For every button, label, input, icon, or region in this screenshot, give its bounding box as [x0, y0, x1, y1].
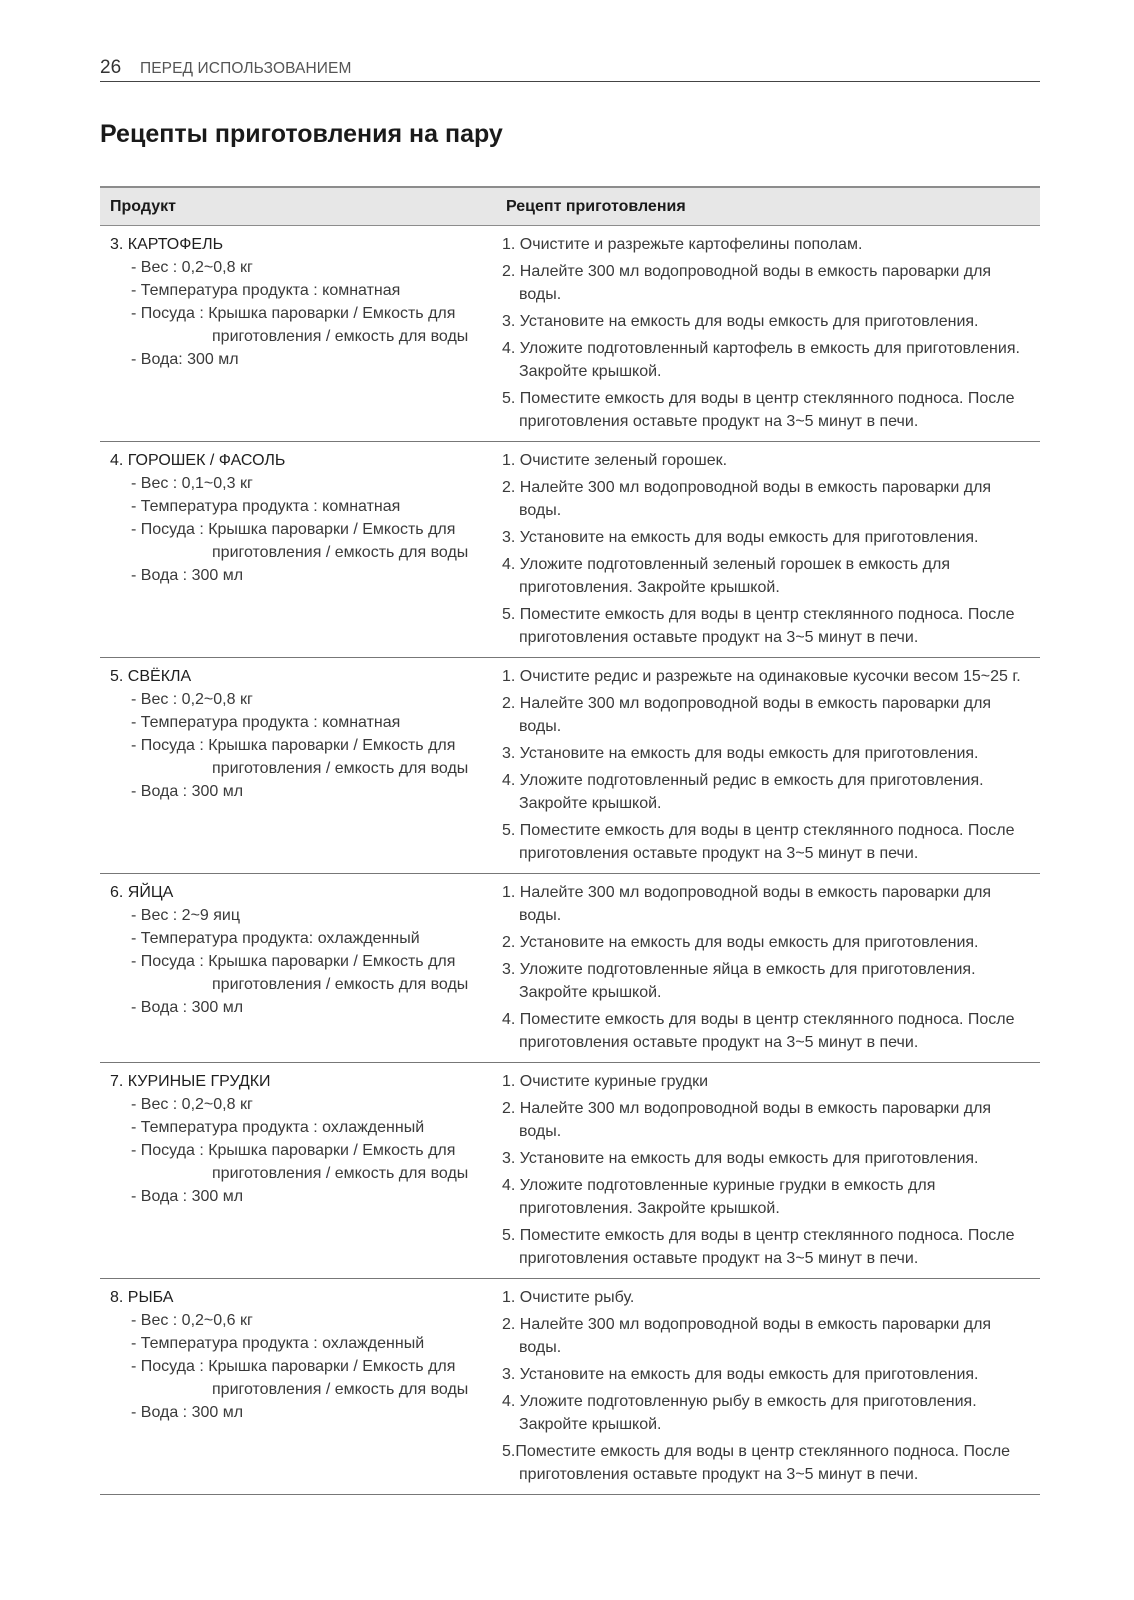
recipe-step: 2. Налейте 300 мл водопроводной воды в емкость пароварки для воды. [502, 1100, 992, 1140]
recipe-cell [496, 442, 1040, 658]
product-weight: - Вес : 0,2~0,8 кг [131, 691, 253, 708]
table-row [100, 442, 1040, 658]
product-water: - Вода: 300 мл [131, 351, 239, 368]
product-temperature: - Температура продукта : комнатная [131, 282, 401, 299]
product-name: 7. КУРИНЫЕ ГРУДКИ [110, 1073, 271, 1090]
recipe-steps [502, 1286, 1030, 1486]
recipe-steps [502, 665, 1030, 865]
recipe-cell [496, 1279, 1040, 1495]
page-number: 26 [100, 57, 122, 78]
recipe-step: 1. Очистите куриные грудки [502, 1073, 709, 1090]
product-cell [100, 658, 496, 874]
recipe-steps [502, 1070, 1030, 1270]
column-header-recipe: Рецепт приготовления [496, 187, 1040, 226]
recipe-step: 4. Уложите подготовленный картофель в емкость для приготовления. Закройте крышкой. [502, 340, 1020, 380]
recipe-steps [502, 449, 1030, 649]
table-body [100, 226, 1040, 1495]
section-title: ПЕРЕД ИСПОЛЬЗОВАНИЕМ [140, 60, 352, 77]
recipes-table [100, 186, 1040, 1495]
recipe-steps [502, 233, 1030, 433]
product-cell [100, 1063, 496, 1279]
product-dishes: - Посуда : Крышка пароварки / Емкость для приготовления / емкость для воды [131, 1142, 469, 1182]
recipe-step: 2. Налейте 300 мл водопроводной воды в емкость пароварки для воды. [502, 479, 992, 519]
product-water: - Вода : 300 мл [131, 999, 244, 1016]
product-cell [100, 874, 496, 1063]
recipe-step: 1. Очистите зеленый горошек. [502, 452, 728, 469]
product-water: - Вода : 300 мл [131, 567, 244, 584]
product-name: 4. ГОРОШЕК / ФАСОЛЬ [110, 452, 286, 469]
product-cell [100, 1279, 496, 1495]
product-dishes: - Посуда : Крышка пароварки / Емкость для приготовления / емкость для воды [131, 737, 469, 777]
recipe-step: 3. Установите на емкость для воды емкость для приготовления. [502, 529, 979, 546]
recipe-step: 1. Очистите рыбу. [502, 1289, 635, 1306]
recipe-step: 3. Уложите подготовленные яйца в емкость для приготовления. Закройте крышкой. [502, 961, 976, 1001]
product-cell [100, 226, 496, 442]
recipe-step: 4. Уложите подготовленные куриные грудки в емкость для приготовления. Закройте крышкой. [502, 1177, 936, 1217]
product-temperature: - Температура продукта : комнатная [131, 498, 401, 515]
product-dishes: - Посуда : Крышка пароварки / Емкость для приготовления / емкость для воды [131, 521, 469, 561]
product-temperature: - Температура продукта : комнатная [131, 714, 401, 731]
recipe-step: 4. Уложите подготовленную рыбу в емкость для приготовления. Закройте крышкой. [502, 1393, 977, 1433]
product-water: - Вода : 300 мл [131, 1188, 244, 1205]
column-header-product: Продукт [100, 187, 496, 226]
recipe-step: 5. Поместите емкость для воды в центр стеклянного подноса. После приготовления оставьте продукт на 3~5 минут в печи. [502, 822, 1015, 862]
recipe-step: 2. Налейте 300 мл водопроводной воды в емкость пароварки для воды. [502, 695, 992, 735]
product-name: 5. СВЁКЛА [110, 668, 192, 685]
page-header [100, 57, 1040, 82]
product-water: - Вода : 300 мл [131, 1404, 244, 1421]
page-title: Рецепты приготовления на пару [100, 120, 503, 148]
recipe-step: 2. Налейте 300 мл водопроводной воды в емкость пароварки для воды. [502, 1316, 992, 1356]
recipe-step: 2. Установите на емкость для воды емкость для приготовления. [502, 934, 979, 951]
table-row [100, 874, 1040, 1063]
product-temperature: - Температура продукта : охлажденный [131, 1119, 425, 1136]
recipe-step: 3. Установите на емкость для воды емкость для приготовления. [502, 745, 979, 762]
product-name: 8. РЫБА [110, 1289, 174, 1306]
recipe-step: 2. Налейте 300 мл водопроводной воды в емкость пароварки для воды. [502, 263, 992, 303]
recipe-step: 4. Поместите емкость для воды в центр стеклянного подноса. После приготовления оставьте продукт на 3~5 минут в печи. [502, 1011, 1015, 1051]
recipe-step: 1. Очистите и разрежьте картофелины пополам. [502, 236, 863, 253]
recipe-step: 1. Очистите редис и разрежьте на одинаковые кусочки весом 15~25 г. [502, 668, 1021, 685]
recipe-step: 5. Поместите емкость для воды в центр стеклянного подноса. После приготовления оставьте продукт на 3~5 минут в печи. [502, 390, 1015, 430]
recipe-step: 4. Уложите подготовленный редис в емкость для приготовления. Закройте крышкой. [502, 772, 984, 812]
recipe-step: 1. Налейте 300 мл водопроводной воды в емкость пароварки для воды. [502, 884, 992, 924]
product-name: 3. КАРТОФЕЛЬ [110, 236, 224, 253]
recipe-step: 5. Поместите емкость для воды в центр стеклянного подноса. После приготовления оставьте продукт на 3~5 минут в печи. [502, 606, 1015, 646]
product-weight: - Вес : 0,2~0,8 кг [131, 1096, 253, 1113]
recipe-step: 5. Поместите емкость для воды в центр стеклянного подноса. После приготовления оставьте продукт на 3~5 минут в печи. [502, 1227, 1015, 1267]
product-weight: - Вес : 2~9 яиц [131, 907, 241, 924]
recipe-cell [496, 226, 1040, 442]
recipe-steps [502, 881, 1030, 1054]
product-dishes: - Посуда : Крышка пароварки / Емкость для приготовления / емкость для воды [131, 953, 469, 993]
table-header [100, 187, 1040, 226]
recipe-step: 3. Установите на емкость для воды емкость для приготовления. [502, 1366, 979, 1383]
table-header-row [100, 187, 1040, 226]
table-row [100, 1279, 1040, 1495]
recipe-cell [496, 1063, 1040, 1279]
product-name: 6. ЯЙЦА [110, 884, 174, 901]
recipe-step: 3. Установите на емкость для воды емкость для приготовления. [502, 1150, 979, 1167]
product-weight: - Вес : 0,2~0,8 кг [131, 259, 253, 276]
recipe-step: 4. Уложите подготовленный зеленый горошек в емкость для приготовления. Закройте крышкой. [502, 556, 950, 596]
recipe-cell [496, 874, 1040, 1063]
recipe-step: 3. Установите на емкость для воды емкость для приготовления. [502, 313, 979, 330]
table-row [100, 658, 1040, 874]
recipe-step: 5.Поместите емкость для воды в центр стеклянного подноса. После приготовления оставьте продукт на 3~5 минут в печи. [502, 1443, 1011, 1483]
recipe-cell [496, 658, 1040, 874]
table-row [100, 226, 1040, 442]
product-water: - Вода : 300 мл [131, 783, 244, 800]
table-row [100, 1063, 1040, 1279]
product-dishes: - Посуда : Крышка пароварки / Емкость для приготовления / емкость для воды [131, 1358, 469, 1398]
product-weight: - Вес : 0,2~0,6 кг [131, 1312, 253, 1329]
product-cell [100, 442, 496, 658]
product-weight: - Вес : 0,1~0,3 кг [131, 475, 253, 492]
product-dishes: - Посуда : Крышка пароварки / Емкость для приготовления / емкость для воды [131, 305, 469, 345]
product-temperature: - Температура продукта : охлажденный [131, 1335, 425, 1352]
product-temperature: - Температура продукта: охлажденный [131, 930, 420, 947]
